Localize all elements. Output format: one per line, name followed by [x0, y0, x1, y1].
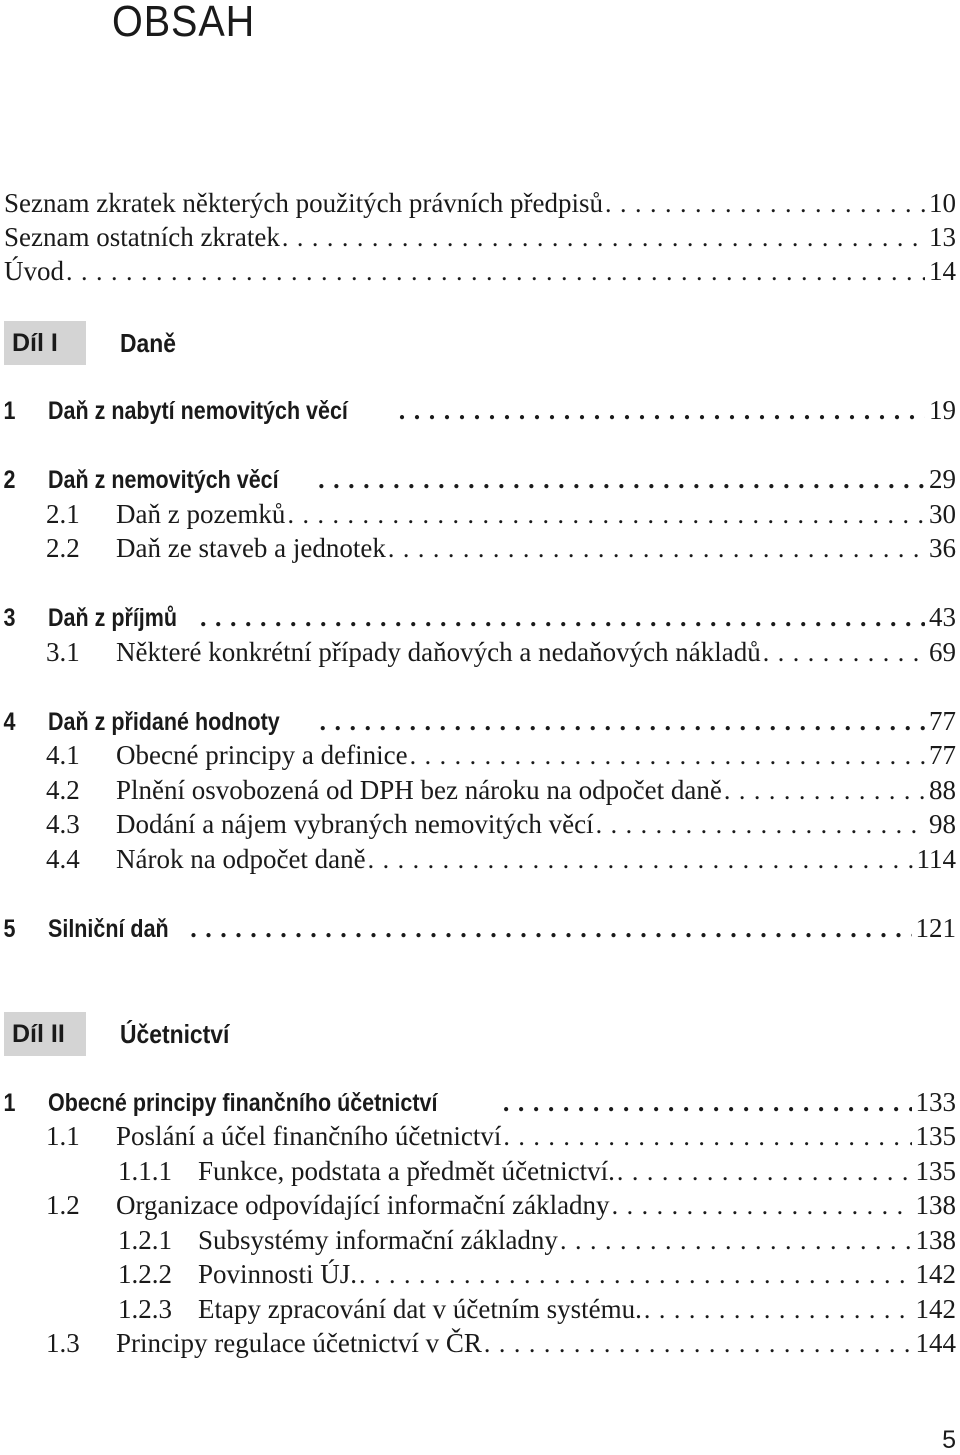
part-tag: Díl II — [4, 1012, 86, 1056]
toc-entry-page: 30 — [929, 499, 956, 529]
toc-entry-label: Plnění osvobozená od DPH bez nároku na odpočet daně — [116, 775, 722, 805]
toc-entry-label: Etapy zpracování dat v účetním systému. — [198, 1294, 642, 1324]
toc-entry-page: 13 — [929, 222, 956, 252]
toc-section[interactable] — [0, 809, 956, 843]
dot-leader — [282, 223, 925, 253]
toc-entry-number: 1.2.3 — [118, 1294, 172, 1324]
toc-entry-number: 5 — [3, 915, 16, 943]
toc-entry-page: 10 — [929, 188, 956, 218]
toc-entry-page: 77 — [929, 706, 956, 736]
toc-entry-number: 3 — [3, 604, 16, 632]
toc-chapter[interactable] — [0, 602, 956, 636]
dot-leader — [612, 1191, 912, 1221]
toc-entry-page: 138 — [915, 1190, 956, 1220]
toc-entry-label: Daň z přidané hodnoty — [48, 708, 280, 736]
toc-section[interactable] — [0, 533, 956, 567]
toc-entry-label: Obecné principy a definice — [116, 740, 408, 770]
dot-leader — [200, 603, 925, 633]
toc-entry-page: 77 — [929, 740, 956, 770]
toc-entry-number: 4.2 — [46, 775, 80, 805]
dot-leader — [763, 638, 925, 668]
toc-entry-page: 29 — [929, 464, 956, 494]
toc-entry[interactable] — [0, 222, 956, 256]
toc-entry-number: 1.1.1 — [118, 1156, 172, 1186]
dot-leader — [605, 189, 925, 219]
toc-entry-page: 135 — [915, 1121, 956, 1151]
toc-entry-label: Obecné principy finančního účetnictví — [48, 1089, 438, 1117]
toc-entry-number: 1 — [3, 397, 16, 425]
toc-entry-number: 1.2.2 — [118, 1259, 172, 1289]
toc-entry-label: Povinnosti ÚJ. — [198, 1259, 358, 1289]
toc-entry-number: 2 — [3, 466, 16, 494]
toc-section[interactable] — [0, 637, 956, 671]
part-tag: Díl I — [4, 321, 86, 365]
dot-leader — [368, 845, 913, 875]
dot-leader — [503, 1088, 912, 1118]
dot-leader — [724, 776, 925, 806]
toc-section[interactable] — [0, 1121, 956, 1155]
toc-entry-number: 4.1 — [46, 740, 80, 770]
toc-section[interactable] — [0, 499, 956, 533]
toc-subsection[interactable] — [0, 1225, 956, 1259]
toc-entry-label: Daň z pozemků — [116, 499, 286, 529]
toc-subsection[interactable] — [0, 1259, 956, 1293]
toc-entry-number: 4.4 — [46, 844, 80, 874]
dot-leader — [319, 707, 925, 737]
dot-leader — [644, 1295, 912, 1325]
dot-leader — [399, 396, 925, 426]
toc-entry-label: Poslání a účel finančního účetnictví — [116, 1121, 502, 1151]
toc-entry-page: 114 — [916, 844, 956, 874]
dot-leader — [503, 1122, 911, 1152]
toc-entry-label: Úvod — [4, 256, 64, 286]
toc-chapter[interactable] — [0, 706, 956, 740]
toc-entry-page: 138 — [915, 1225, 956, 1255]
toc-section[interactable] — [0, 1190, 956, 1224]
toc-entry-page: 144 — [915, 1328, 956, 1358]
toc-entry-page: 19 — [929, 395, 956, 425]
toc-chapter[interactable] — [0, 1087, 956, 1121]
toc-entry-label: Daň z nabytí nemovitých věcí — [48, 397, 348, 425]
dot-leader — [318, 465, 925, 495]
dot-leader — [617, 1157, 912, 1187]
toc-entry-label: Funkce, podstata a předmět účetnictví. — [198, 1156, 615, 1186]
toc-entry-label: Některé konkrétní případy daňových a nedaňových nákladů — [116, 637, 761, 667]
part-header — [0, 321, 960, 365]
toc-entry-number: 1.2.1 — [118, 1225, 172, 1255]
dot-leader — [596, 810, 925, 840]
toc-entry-label: Seznam zkratek některých použitých právních předpisů — [4, 188, 604, 218]
part-header — [0, 1012, 960, 1056]
toc-section[interactable] — [0, 740, 956, 774]
toc-entry-label: Daň ze staveb a jednotek — [116, 533, 386, 563]
dot-leader — [359, 1260, 911, 1290]
toc-entry[interactable] — [0, 256, 956, 290]
toc-subsection[interactable] — [0, 1156, 956, 1190]
toc-entry-number: 4.3 — [46, 809, 80, 839]
toc-entry[interactable] — [0, 188, 956, 222]
toc-chapter[interactable] — [0, 913, 956, 947]
dot-leader — [190, 914, 911, 944]
toc-entry-number: 1.2 — [46, 1190, 80, 1220]
toc-entry-label: Nárok na odpočet daně — [116, 844, 366, 874]
toc-entry-label: Organizace odpovídající informační základny — [116, 1190, 610, 1220]
dot-leader — [287, 500, 925, 530]
toc-entry-page: 43 — [929, 602, 956, 632]
dot-leader — [560, 1226, 912, 1256]
toc-entry-number: 2.1 — [46, 499, 80, 529]
toc-entry-label: Daň z příjmů — [48, 604, 178, 632]
toc-entry-number: 1 — [3, 1089, 16, 1117]
toc-entry-page: 133 — [915, 1087, 956, 1117]
toc-subsection[interactable] — [0, 1294, 956, 1328]
toc-entry-page: 14 — [929, 256, 956, 286]
dot-leader — [484, 1329, 912, 1359]
toc-entry-label: Subsystémy informační základny — [198, 1225, 558, 1255]
dot-leader — [388, 534, 925, 564]
toc-entry-label: Seznam ostatních zkratek — [4, 222, 280, 252]
toc-entry-number: 3.1 — [46, 637, 80, 667]
toc-entry-label: Dodání a nájem vybraných nemovitých věcí — [116, 809, 594, 839]
part-title: Daně — [120, 328, 176, 358]
toc-entry-page: 98 — [929, 809, 956, 839]
toc-section[interactable] — [0, 1328, 956, 1362]
toc-section[interactable] — [0, 775, 956, 809]
toc-entry-page: 135 — [915, 1156, 956, 1186]
toc-entry-page: 142 — [915, 1259, 956, 1289]
toc-entry-page: 88 — [929, 775, 956, 805]
page-number: 5 — [942, 1426, 956, 1454]
toc-entry-page: 121 — [915, 913, 956, 943]
toc-entry-page: 36 — [929, 533, 956, 563]
toc-entry-label: Silniční daň — [48, 915, 169, 943]
toc-entry-number: 1.1 — [46, 1121, 80, 1151]
dot-leader — [410, 741, 925, 771]
dot-leader — [66, 257, 925, 287]
toc-entry-number: 4 — [3, 708, 16, 736]
toc-chapter[interactable] — [0, 464, 956, 498]
toc-section[interactable] — [0, 844, 956, 878]
part-title: Účetnictví — [120, 1019, 230, 1049]
toc-chapter[interactable] — [0, 395, 956, 429]
toc-entry-page: 142 — [915, 1294, 956, 1324]
toc-entry-number: 2.2 — [46, 533, 80, 563]
page-title: OBSAH — [112, 0, 256, 46]
toc-entry-label: Daň z nemovitých věcí — [48, 466, 279, 494]
toc-entry-number: 1.3 — [46, 1328, 80, 1358]
toc-entry-label: Principy regulace účetnictví v ČR — [116, 1328, 482, 1358]
toc-entry-page: 69 — [929, 637, 956, 667]
